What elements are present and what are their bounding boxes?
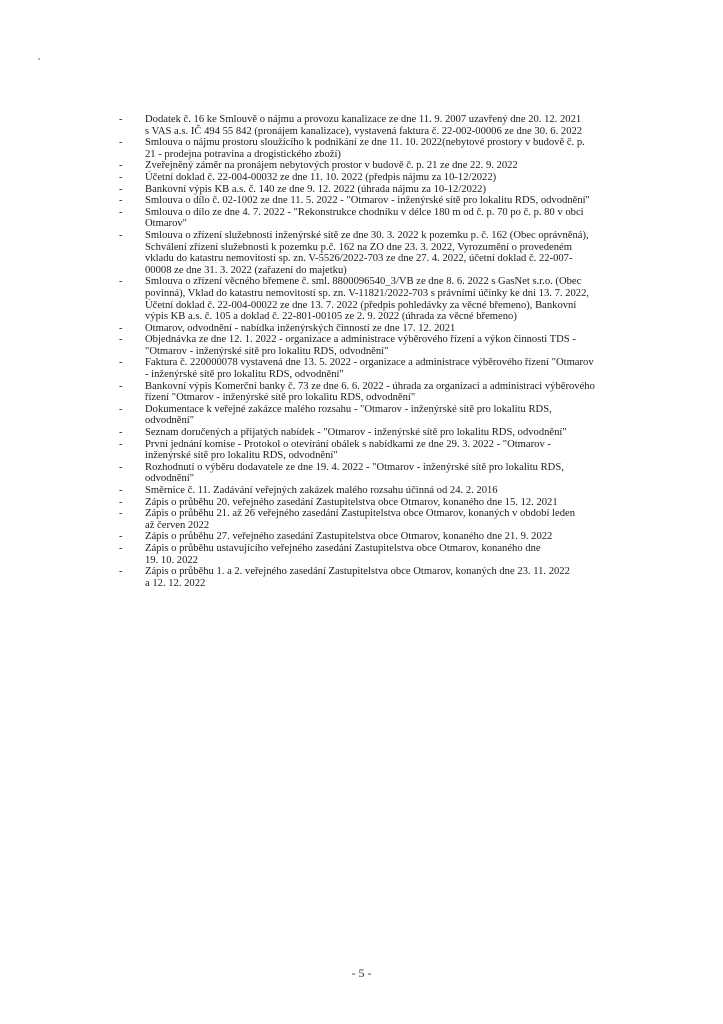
list-item — [108, 137, 628, 160]
list-bullet: - — [119, 206, 123, 218]
list-item-text: Rozhodnutí o výběru dodavatele ze dne 19. 4. 2022 - "Otmarov - inženýrské sítě pro lokalitu RDS, odvodnění" — [145, 461, 564, 485]
document-list — [108, 114, 628, 589]
list-bullet: - — [119, 357, 123, 369]
list-bullet: - — [119, 334, 123, 346]
list-item-text: Objednávka ze dne 12. 1. 2022 - organizace a administrace výběrového řízení a výkon činnosti TDS - "Otmarov - inženýrské sítě pro lokalitu RDS, odvodnění" — [145, 334, 576, 357]
list-bullet: - — [119, 461, 123, 473]
list-item — [108, 276, 628, 322]
list-bullet: - — [119, 438, 123, 450]
list-item — [108, 357, 628, 380]
list-bullet: - — [119, 508, 123, 520]
list-item-text: Zveřejněný záměr na pronájem nebytových prostor v budově č. p. 21 ze dne 22. 9. 2022 — [145, 160, 518, 172]
list-bullet: - — [119, 183, 123, 195]
scan-speck — [38, 58, 40, 60]
list-item-text: Faktura č. 220000078 vystavená dne 13. 5. 2022 - organizace a administrace výběrového řízení "Otmarov - inženýrské sítě pro lokalitu RDS, odvodnění" — [145, 357, 594, 381]
list-bullet: - — [119, 229, 123, 241]
list-bullet: - — [119, 380, 123, 392]
list-item-text: Dokumentace k veřejné zakázce malého rozsahu - "Otmarov - inženýrské sítě pro lokalitu RDS, odvodnění" — [145, 403, 552, 427]
list-item — [108, 508, 628, 531]
list-item — [108, 497, 628, 509]
list-item — [108, 323, 628, 335]
list-bullet: - — [119, 137, 123, 149]
list-bullet: - — [119, 160, 123, 172]
list-item-text: Zápis o průběhu 20. veřejného zasedání Zastupitelstva obce Otmarov, konaného dne 15. 12. 2021 — [145, 496, 558, 508]
list-bullet: - — [119, 531, 123, 543]
list-item — [108, 184, 628, 196]
list-bullet: - — [119, 542, 123, 554]
list-item-text: Bankovní výpis KB a.s. č. 140 ze dne 9. 12. 2022 (úhrada nájmu za 10-12/2022) — [145, 183, 486, 195]
list-item-text: Smlouva o nájmu prostoru sloužícího k podnikání ze dne 11. 10. 2022(nebytové prostory v budově č. p. 21 - prodejna potravina a drogistického zboží) — [145, 137, 585, 160]
list-item-text: Smlouva o zřízení věcného břemene č. sml. 8800096540_3/VB ze dne 8. 6. 2022 s GasNet s.r.o. (Obec povinná), Vklad do katastru nemovitostí sp. zn. V-11821/2022-703 s právními účinky ke dni 13. 7. 2022, Účetní doklad č. 22-004-00022 ze dne 13. 7. 2022 (předpis pohledávky za věcné břemeno), Bankovní výpis KB a.s. č. 105 a doklad č. 22-801-00105 ze 2. 9. 2022 (úhrada za věcné břemeno) — [145, 276, 590, 323]
list-item-text: Zápis o průběhu 27. veřejného zasedání Zastupitelstva obce Otmarov, konaného dne 21. 9. 2022 — [145, 531, 553, 543]
list-item-text: Smlouva o zřízení služebnosti inženýrské sítě ze dne 30. 3. 2022 k pozemku p. č. 162 (Obec oprávněná), Schválení zřízení služebnosti k pozemku p.č. 162 na ZO dne 23. 3. 2022, Vyrozumění o provedeném vkladu do katastru nemovitostí sp. zn. V-5526/2022-703 ze dne 27. 4. 2022, účetní doklad č. 22-007- 00008 ze dne 31. 3. 2022 (zařazení do majetku) — [145, 229, 589, 276]
list-bullet: - — [119, 566, 123, 578]
list-item — [108, 230, 628, 276]
list-item — [108, 381, 628, 404]
list-bullet: - — [119, 427, 123, 439]
list-item — [108, 485, 628, 497]
list-item-text: Otmarov, odvodnění - nabídka inženýrských činností ze dne 17. 12. 2021 — [145, 322, 456, 334]
list-item — [108, 531, 628, 543]
list-item — [108, 172, 628, 184]
list-item — [108, 334, 628, 357]
list-item — [108, 207, 628, 230]
list-item — [108, 160, 628, 172]
list-bullet: - — [119, 496, 123, 508]
list-bullet: - — [119, 276, 123, 288]
list-item-text: Smlouva o dílo ze dne 4. 7. 2022 - "Rekonstrukce chodníku v délce 180 m od č. p. 70 po č. p. 80 v obci Otmarov" — [145, 206, 584, 230]
list-item-text: Bankovní výpis Komerční banky č. 73 ze dne 6. 6. 2022 - úhrada za organizaci a administraci výběrového řízení "Otmarov - inženýrské sítě pro lokalitu RDS, odvodnění" — [145, 380, 595, 404]
list-item — [108, 566, 628, 589]
list-item — [108, 404, 628, 427]
list-item — [108, 543, 628, 566]
list-item-text: Zápis o průběhu ustavujícího veřejného zasedání Zastupitelstva obce Otmarov, konaného dne 19. 10. 2022 — [145, 542, 541, 566]
list-item — [108, 462, 628, 485]
page-number: - 5 - — [351, 966, 372, 980]
list-item — [108, 427, 628, 439]
list-item — [108, 114, 628, 137]
list-item — [108, 195, 628, 207]
list-item-text: Směrnice č. 11. Zadávání veřejných zakázek malého rozsahu účinná od 24. 2. 2016 — [145, 485, 498, 496]
list-bullet: - — [119, 485, 123, 496]
list-item-text: Účetní doklad č. 22-004-00032 ze dne 11. 10. 2022 (předpis nájmu za 10-12/2022) — [145, 171, 497, 183]
list-bullet: - — [119, 195, 123, 207]
list-bullet: - — [119, 403, 123, 415]
list-bullet: - — [119, 171, 123, 183]
list-item-text: Dodatek č. 16 ke Smlouvě o nájmu a provozu kanalizace ze dne 11. 9. 2007 uzavřený dne 20. 12. 2021 s VAS a.s. IČ 494 55 842 (pronájem kanalizace), vystavená faktura č. 22-002-00006 ze dne 30. 6. 2022 — [145, 114, 583, 137]
list-item-text: Zápis o průběhu 21. až 26 veřejného zasedání Zastupitelstva obce Otmarov, konaných v období leden až červen 2022 — [145, 508, 575, 531]
list-item-text: Seznam doručených a přijatých nabídek - "Otmarov - inženýrské sítě pro lokalitu RDS, odvodnění" — [145, 427, 567, 439]
list-bullet: - — [119, 322, 123, 334]
list-item-text: Zápis o průběhu 1. a 2. veřejného zasedání Zastupitelstva obce Otmarov, konaných dne 23. 11. 2022 a 12. 12. 2022 — [145, 566, 570, 589]
list-item-text: Smlouva o dílo č. 02-1002 ze dne 11. 5. 2022 - "Otmarov - inženýrské sítě pro lokalitu RDS, odvodnění" — [145, 195, 590, 207]
list-item — [108, 439, 628, 462]
list-bullet: - — [119, 114, 123, 125]
list-item-text: První jednání komise - Protokol o otevírání obálek s nabídkami ze dne 29. 3. 2022 - "Otmarov - inženýrské sítě pro lokalitu RDS, odvodnění" — [145, 438, 551, 462]
